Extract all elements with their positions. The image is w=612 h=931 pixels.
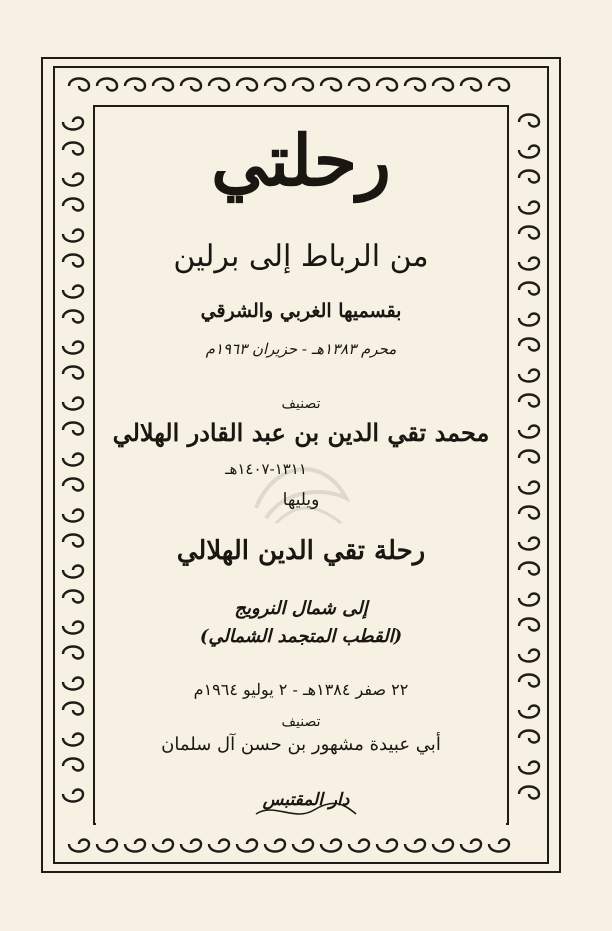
scroll-ornament [519, 482, 539, 494]
scroll-ornament [519, 538, 539, 550]
scroll-ornament [433, 79, 453, 91]
scroll-ornament [153, 79, 173, 91]
scroll-ornament [63, 174, 83, 186]
followed-by: ويليها [282, 490, 320, 510]
scroll-ornament [519, 675, 539, 687]
scroll-ornament [349, 840, 369, 852]
scroll-ornament [519, 762, 539, 774]
scroll-ornament [519, 706, 539, 718]
scroll-ornament [265, 79, 285, 91]
scroll-ornament [63, 759, 83, 771]
scroll-ornament [63, 479, 83, 491]
scroll-ornament [519, 227, 539, 239]
scroll-ornament [125, 840, 145, 852]
scroll-ornament [519, 339, 539, 351]
scroll-ornament [63, 255, 83, 267]
scroll-ornament [519, 563, 539, 575]
scroll-ornament [63, 535, 83, 547]
author-name-2: أبي عبيدة مشهور بن حسن آل سلمان [161, 734, 441, 755]
scroll-ornament [63, 311, 83, 323]
scroll-ornament [153, 840, 173, 852]
scroll-ornament [519, 594, 539, 606]
scroll-ornament [63, 622, 83, 634]
publisher-name: دار المقتبس [262, 790, 350, 810]
scroll-ornament [519, 146, 539, 158]
scroll-ornament [63, 703, 83, 715]
scroll-ornament [181, 840, 201, 852]
scroll-ornament [519, 314, 539, 326]
scroll-ornament [63, 591, 83, 603]
destination: إلى شمال النرويج [234, 598, 368, 619]
scroll-ornament [293, 79, 313, 91]
author-label-2: تصنيف [281, 714, 321, 730]
scroll-ornament [489, 79, 509, 91]
scroll-ornament [405, 79, 425, 91]
scroll-ornament [293, 840, 313, 852]
scroll-ornament [209, 840, 229, 852]
content-panel [96, 108, 506, 826]
journey-date-2: ٢٢ صفر ١٣٨٤هـ - ٢ يوليو ١٩٦٤م [193, 680, 409, 699]
scroll-ornament [69, 79, 89, 91]
scroll-ornament [63, 118, 83, 130]
scroll-ornament [519, 731, 539, 743]
scroll-ornament [489, 840, 509, 852]
scroll-ornament [63, 286, 83, 298]
scroll-ornament [405, 840, 425, 852]
author-name-1: محمد تقي الدين بن عبد القادر الهلالي [112, 418, 490, 447]
scroll-ornament [321, 79, 341, 91]
author-years: ١٣١١-١٤٠٧هـ [225, 460, 307, 478]
scroll-ornament [97, 840, 117, 852]
scroll-ornament [519, 451, 539, 463]
scroll-ornament [237, 79, 257, 91]
scroll-ornament [519, 258, 539, 270]
scroll-ornament [237, 840, 257, 852]
scroll-ornament [63, 367, 83, 379]
scroll-ornament [377, 840, 397, 852]
scroll-ornament [519, 426, 539, 438]
scroll-ornament [97, 79, 117, 91]
scroll-ornament [461, 79, 481, 91]
scroll-ornament [519, 171, 539, 183]
scroll-ornament [519, 619, 539, 631]
scroll-ornament [321, 840, 341, 852]
scroll-ornament [63, 342, 83, 354]
scroll-ornament [519, 650, 539, 662]
scroll-ornament [519, 395, 539, 407]
scroll-ornament [63, 566, 83, 578]
book-parts: بقسميها الغربي والشرقي [200, 300, 402, 322]
scroll-ornament [125, 79, 145, 91]
scroll-ornament [63, 510, 83, 522]
scroll-ornament [433, 840, 453, 852]
author-label-1: تصنيف [281, 396, 321, 412]
scroll-ornament [519, 507, 539, 519]
journey-date-1: محرم ١٣٨٣هـ - حزيران ١٩٦٣م [205, 340, 397, 358]
scroll-ornament [63, 199, 83, 211]
scroll-ornament [63, 230, 83, 242]
scroll-ornament [63, 734, 83, 746]
book-title: رحلتي [211, 119, 391, 202]
scroll-ornament [63, 790, 83, 802]
scroll-ornament [461, 840, 481, 852]
scroll-ornament [349, 79, 369, 91]
scroll-ornament [181, 79, 201, 91]
scroll-ornament [209, 79, 229, 91]
scroll-ornament [519, 202, 539, 214]
scroll-ornament [63, 143, 83, 155]
scroll-ornament [63, 423, 83, 435]
scroll-ornament [377, 79, 397, 91]
scroll-ornament [265, 840, 285, 852]
scroll-ornament [63, 398, 83, 410]
second-title: رحلة تقي الدين الهلالي [176, 536, 426, 566]
scroll-ornament [63, 678, 83, 690]
scroll-ornament [69, 840, 89, 852]
scroll-ornament [519, 115, 539, 127]
book-subtitle: من الرباط إلى برلين [173, 239, 429, 274]
scroll-ornament [63, 454, 83, 466]
scroll-ornament [519, 787, 539, 799]
scroll-ornament [63, 647, 83, 659]
scroll-ornament [519, 370, 539, 382]
scroll-ornament [519, 283, 539, 295]
destination-note: (القطب المتجمد الشمالي) [199, 626, 403, 647]
